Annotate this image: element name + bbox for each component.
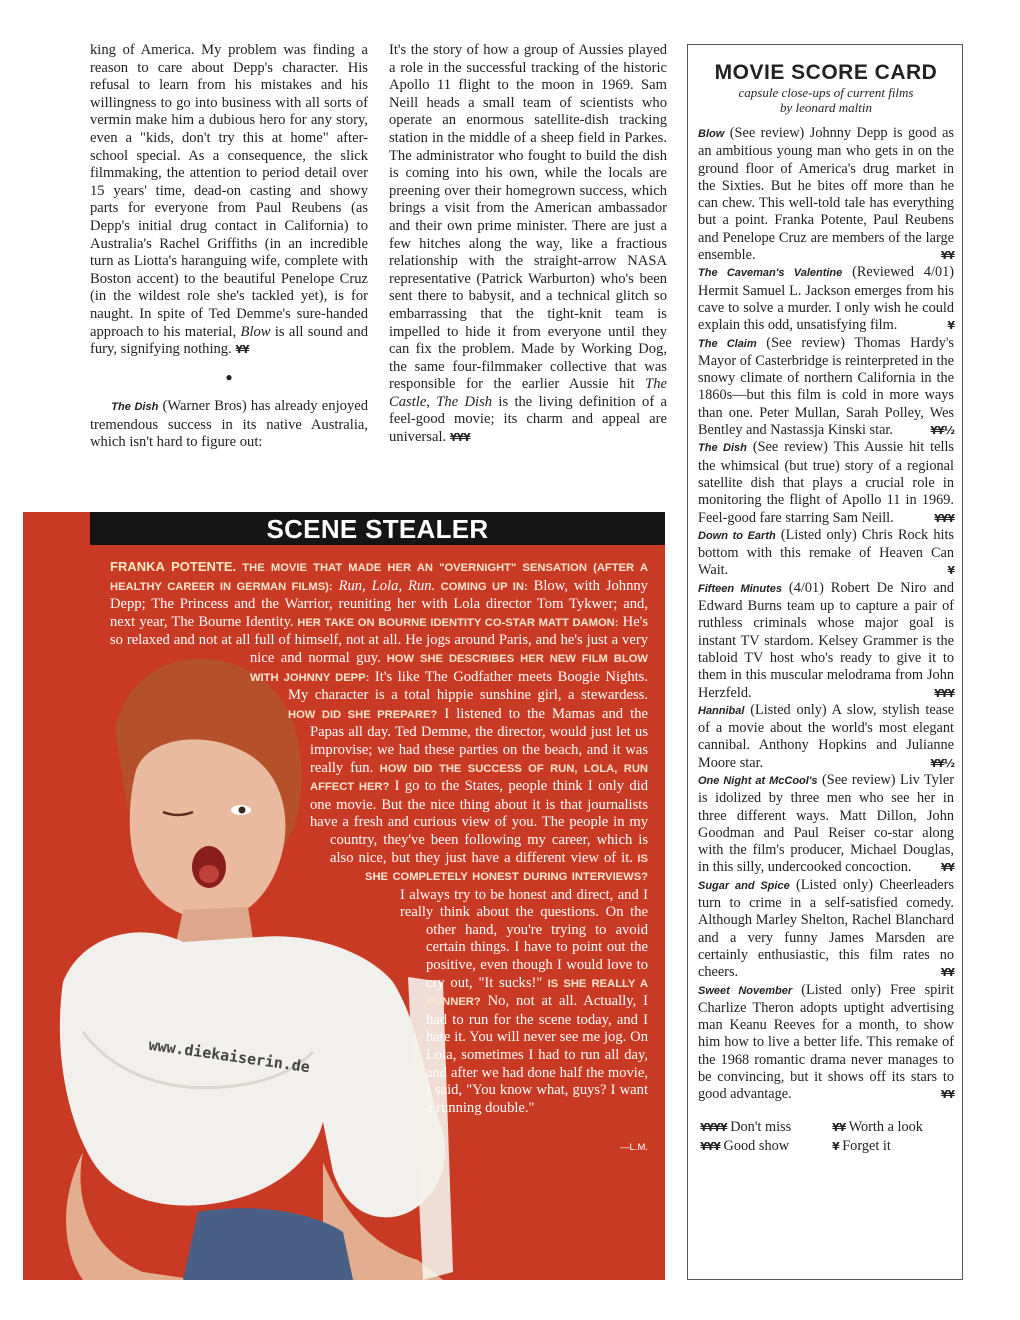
rating-icon: ¥¥ (940, 1088, 954, 1102)
movie-score-card (687, 44, 963, 1280)
legend-item (700, 1137, 822, 1156)
author-credit: —L.M. (620, 1142, 648, 1153)
article-column-1 (90, 42, 368, 452)
rating-icon: ¥¥ (235, 343, 249, 357)
score-entry (698, 702, 954, 772)
entry-title: Blow (698, 128, 725, 140)
score-entry (698, 264, 954, 334)
legend-label: Forget it (838, 1137, 891, 1154)
entry-title: The Claim (698, 337, 757, 350)
score-card-byline: by leonard maltin (780, 100, 872, 115)
score-entry (698, 580, 954, 702)
interview-answer: No, not at all. Actually, I had to run for the scene today, and I hate it. You will never see me jog. On Lola, sometimes I had to run all day, and after we had done half the movie, I said, "You know what, guys? I want a running double." (426, 993, 648, 1116)
rating-icon: ¥ (947, 319, 954, 333)
article-paragraph (90, 398, 368, 452)
legend-label: Good show (719, 1137, 790, 1154)
score-card-entries (698, 125, 954, 1104)
interview-answer: It's like The Godfather meets Boogie Nights. My character is a total hippie sunshine girl, a stewardess. (288, 668, 648, 704)
film-title: Blow (240, 323, 271, 340)
film-title: The Dish (436, 393, 493, 410)
entry-text: (Listed only) Cheerleaders turn to crime in a self-satisfied comedy. Although Marley Shelton, Rachel Blanchard and a very funny James Marsden are certainly enthusiastic, this film rates no cheers. (698, 876, 954, 981)
score-entry (698, 772, 954, 877)
actress-name: FRANKA POTENTE. (110, 559, 237, 574)
score-card-subtitle: capsule close-ups of current films (738, 85, 914, 100)
entry-text: (Listed only) A slow, stylish tease of a movie about the world's most elegant cannibal. Anthony Hopkins and Julianne Moore star. (698, 701, 954, 771)
entry-text: (Listed only) Chris Rock hits bottom with this remake of Heaven Can Wait. (698, 526, 954, 579)
interview-answer: I go to the States, people think I only did one movie. But the nice thing about it is that journalists have a fresh and curious view of you. The people in my country, they've been following my career, which is also nice, but they just have a different view of it. (310, 778, 649, 866)
score-entry (698, 527, 954, 580)
score-card-title: MOVIE SCORE CARD (714, 61, 938, 84)
entry-title: Fifteen Minutes (698, 582, 783, 595)
interview-question: THE MOVIE THAT MADE HER AN "OVERNIGHT" SENSATION (AFTER A HEALTHY CAREER IN GERMAN FILMS): (110, 562, 648, 593)
score-entry (698, 439, 954, 526)
legend-label: Don't miss (726, 1118, 792, 1135)
article-paragraph (90, 42, 368, 359)
film-title: The Dish (111, 401, 159, 414)
article-text: (Warner Bros) has already enjoyed tremendous success in its native Australia, which isn't hard to figure out: (90, 398, 369, 451)
scene-stealer-title: SCENE STEALER (266, 514, 489, 544)
article-paragraph (389, 42, 667, 447)
interview-question: HOW DID SHE PREPARE? (288, 708, 438, 721)
rating-icon: ¥¥ (832, 1120, 846, 1134)
scene-stealer-text (110, 558, 648, 1280)
entry-text: (Listed only) Free spirit Charlize Theron adopts uptight advertising man Keanu Reeves for a month, to show him how to live a better life. This remake of the 1968 romantic drama never manages to be convincing, but it shows off its stars to good advantage. (698, 981, 954, 1103)
interview-answer: I always try to be honest and direct, and I really think about the questions. On the other hand, you're trying to avoid certain things. I have to point out the positive, even though I would love to cry out, "It sucks!" (400, 886, 648, 991)
entry-title: Sugar and Spice (698, 879, 790, 892)
legend-item (832, 1118, 954, 1137)
article-text: is all sound and fury, signifying nothing. (90, 323, 368, 358)
article-text: It's the story of how a group of Aussies played a role in the successful tracking of the historic Apollo 11 flight to the moon in 1969. Sam Neill heads a small team of scientists who operate an enormous satellite-dish tracking station in the middle of a sheep field in Parkes. The administrator who fought to build the dish is coming into his own, while the locals are preening over their homegrown success, which brings a visit from the American ambassador and their own prime minister. There are just a few hitches along the way, like a fractious relationship with the straight-arrow NASA representative (Patrick Warburton) who's been sent there to babysit, and a technical glitch so embarrassing that the tight-knit team is impelled to hide it from everyone until they can fix the problem. Made by Working Dog, the same four-filmmaker collective that was responsible for the earlier Aussie hit (389, 42, 667, 393)
rating-icon: ¥¥ (940, 966, 954, 980)
rating-icon: ¥¥¥ (449, 431, 470, 445)
score-entry (698, 125, 954, 264)
entry-title: The Caveman's Valentine (698, 267, 843, 280)
article-text: king of America. My problem was finding a reason to care about Depp's character. His refusal to learn from his mistakes and his willingness to go into business with all sorts of vermin make him a dubious hero for any story, even a "kids, don't try this at home" after-school special. As a consequence, the slick filmmaking, the attention to period detail over 15 years' time, dead-on casting and showy parts for everyone from Paul Reubens (as Depp's initial drug contact in California) to Australia's Rachel Griffiths (in an incredible turn as Liotta's haranguing wife, complete with Boston accent) to the beautiful Penelope Cruz (in the wildest role she's tackled yet), is for naught. In spite of Ted Demme's sure-handed approach to his material, (90, 42, 368, 340)
interview-question: IS SHE COMPLETELY HONEST DURING INTERVIEWS? (365, 852, 648, 884)
rating-icon: ¥¥¥ (934, 511, 954, 525)
rating-icon: ¥¥ (940, 861, 954, 875)
film-title: The Castle (389, 376, 667, 410)
legend-item (832, 1137, 954, 1156)
legend-label: Worth a look (845, 1118, 923, 1135)
rating-legend (698, 1118, 954, 1156)
interview-answer: Run, Lola, Run. (332, 577, 436, 594)
interview-answer: I listened to the Mamas and the Papas all day. Ted Demme, the director, would just let us improvise; we had these parties on the beach, and it was really fun. (310, 705, 648, 776)
article-text: , (426, 393, 437, 410)
rating-icon: ¥¥¥ (934, 686, 954, 700)
entry-text: (See review) Thomas Hardy's Mayor of Casterbridge is reinterpreted in the snowy climate of northern California in the 1860s—but this film is cold in more ways than one. Peter Mullan, Sarah Polley, Wes Bentley and Nastassja Kinski star. (698, 334, 954, 439)
entry-text: (Reviewed 4/01) Hermit Samuel L. Jackson emerges from his cave to solve a murder. I only wish he could explain this odd, unsatisfying film. (698, 264, 954, 334)
entry-text: (4/01) Robert De Niro and Edward Burns team up to capture a pair of ruthless criminals whose major goal is instant TV stardom. Kelsey Grammer is the tabloid TV host who's ready to give it to them in this muscular melodrama from John Herzfeld. (698, 579, 954, 701)
entry-title: Down to Earth (698, 529, 776, 542)
article-text: is the living definition of a feel-good movie; its charm and appeal are universal. (389, 393, 668, 446)
entry-text: (See review) This Aussie hit tells the whimsical (but true) story of a regional satellite dish that plays a crucial role in monitoring the flight of Apollo 11 in 1969. Feel-good fare starring Sam Neill. (698, 439, 954, 526)
interview-question: COMING UP IN: (435, 580, 528, 593)
rating-icon: ¥¥½ (930, 424, 954, 438)
entry-title: Hannibal (698, 704, 745, 717)
interview-answer: Blow, with Johnny Depp; The Princess and the Warrior, reuniting her with Lola director Tom Tykwer; and, next year, The Bourne Identity. (110, 577, 648, 630)
shirt-text-label: www.diekaiserin.de (147, 1035, 312, 1077)
entry-title: The Dish (698, 442, 747, 455)
rating-icon: ¥¥¥¥ (700, 1120, 727, 1134)
entry-title: One Night at McCool's (698, 774, 818, 787)
legend-item (700, 1118, 822, 1137)
score-entry (698, 335, 954, 440)
score-entry (698, 877, 954, 982)
section-bullet: ● (225, 369, 233, 384)
interview-question: IS SHE REALLY A RUNNER? (426, 977, 648, 1009)
interview-answer: He's so relaxed and not at all full of himself, not at all. He jogs around Paris, and he's just a very nice and normal guy. (110, 613, 648, 666)
interview-question: HER TAKE ON BOURNE IDENTITY CO-STAR MATT DAMON: (293, 616, 619, 629)
interview-question: HOW SHE DESCRIBES HER NEW FILM BLOW WITH JOHNNY DEPP: (250, 652, 648, 684)
rating-icon: ¥¥ (940, 249, 954, 263)
entry-title: Sweet November (698, 984, 793, 997)
rating-icon: ¥ (947, 564, 954, 578)
scene-stealer-box (23, 512, 665, 1280)
interview-question: HOW DID THE SUCCESS OF RUN, LOLA, RUN AFFECT HER? (310, 762, 648, 794)
entry-text: (See review) Johnny Depp is good as an ambitious young man who gets in on the ground floor of America's drug market in the Sixties. But he bites off more than he can chew. This well-told tale has everything but a point. Franka Potente, Paul Reubens and Penelope Cruz are members of the large ensemble. (698, 125, 954, 264)
article-column-2 (389, 42, 667, 447)
rating-icon: ¥¥¥ (700, 1139, 720, 1153)
rating-icon: ¥ (832, 1139, 839, 1153)
score-entry (698, 982, 954, 1104)
entry-text: (See review) Liv Tyler is idolized by three men who see her in three different ways. Matt Dillon, John Goodman and Paul Reiser co-star along with the film's producer, Michael Douglas, in this silly, undercooked concoction. (698, 771, 954, 876)
rating-icon: ¥¥½ (930, 756, 954, 770)
